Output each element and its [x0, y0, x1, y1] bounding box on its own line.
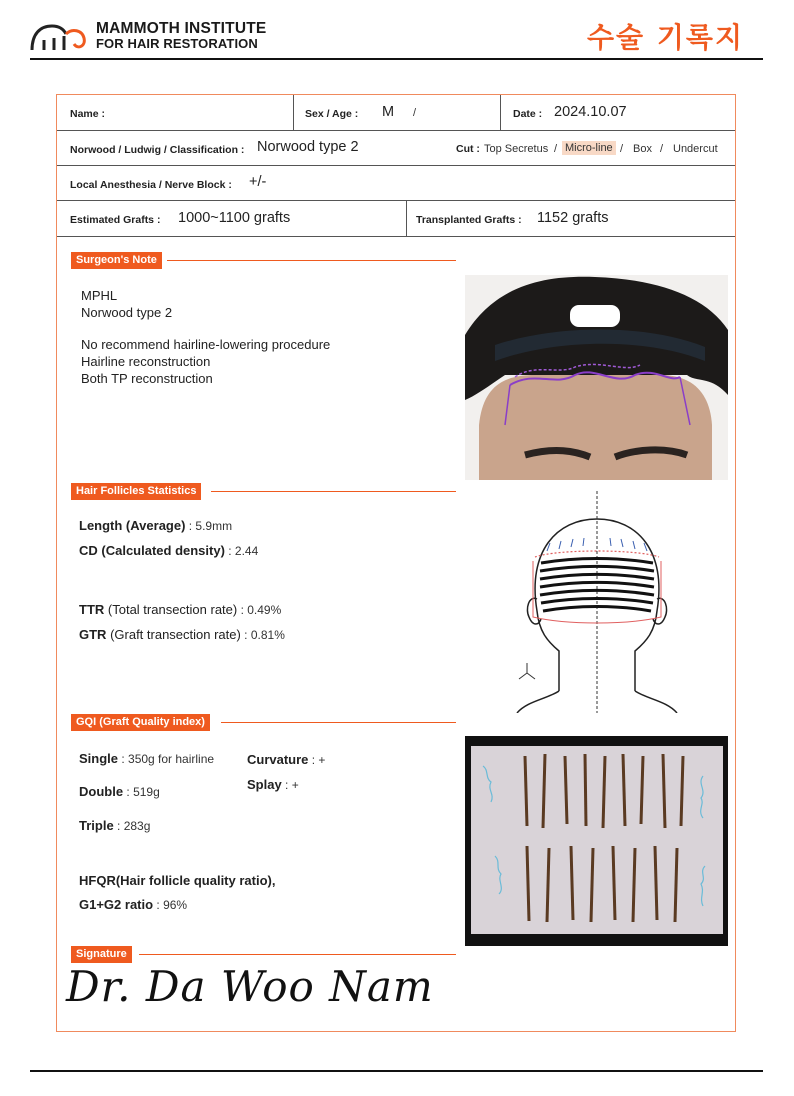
stat-label: Splay — [247, 777, 282, 792]
section-rule — [167, 260, 456, 261]
section-title: Signature — [71, 946, 132, 963]
section-title: Surgeon's Note — [71, 252, 162, 269]
cut-label: Cut : — [456, 143, 480, 155]
hfqr-title: HFQR(Hair follicle quality ratio), — [79, 873, 276, 888]
cut-separator: / — [620, 143, 624, 155]
estimated-grafts-value: 1000~1100 grafts — [178, 210, 291, 226]
stat-label: Single — [79, 751, 119, 766]
transplanted-grafts-label: Transplanted Grafts : — [416, 214, 522, 226]
section-rule — [139, 954, 456, 955]
header-divider — [30, 58, 763, 60]
cut-option-top-secretus: Top Secretus — [484, 143, 549, 155]
stat-label: CD (Calculated density) — [79, 543, 225, 558]
stat-label: TTR — [79, 602, 105, 617]
stat-label: Triple — [79, 818, 114, 833]
stat-label: Curvature — [247, 752, 309, 767]
stat-value: : + — [308, 753, 326, 767]
row-classification — [57, 131, 735, 166]
section-rule — [221, 722, 456, 723]
hair-stats-header — [71, 483, 456, 499]
stat-desc: (Graft transection rate) — [106, 627, 241, 642]
stat-ttr — [79, 602, 281, 617]
gqi-header — [71, 714, 456, 730]
date-value: 2024.10.07 — [554, 104, 627, 120]
section-title: GQI (Graft Quality index) — [71, 714, 210, 731]
transplanted-grafts-value: 1152 grafts — [537, 210, 609, 226]
stat-cd — [79, 543, 258, 558]
stat-length — [79, 518, 232, 533]
sex-age-label: Sex / Age : — [305, 108, 359, 120]
gqi-g1g2-ratio — [79, 897, 187, 912]
note-line: Both TP reconstruction — [81, 371, 213, 386]
footer-divider — [30, 1070, 763, 1072]
cut-separator: / — [554, 143, 558, 155]
institute-name: MAMMOTH INSTITUTE — [96, 20, 267, 37]
note-line: No recommend hairline-lowering procedure — [81, 337, 331, 352]
anesthesia-value: +/- — [249, 174, 267, 190]
stat-value: : 2.44 — [224, 544, 259, 558]
gqi-triple — [79, 818, 150, 833]
cut-option-micro-line-selected: Micro-line — [562, 141, 616, 155]
estimated-grafts-label: Estimated Grafts : — [70, 214, 161, 226]
row-patient-info — [57, 95, 735, 131]
mammoth-logo-icon — [30, 22, 90, 52]
donor-area-head-diagram — [507, 491, 687, 713]
institute-subtitle: FOR HAIR RESTORATION — [96, 36, 258, 51]
classification-value: Norwood type 2 — [257, 139, 359, 155]
cut-separator: / — [660, 143, 664, 155]
surgeons-note-text — [81, 287, 330, 387]
note-line: Hairline reconstruction — [81, 354, 211, 369]
cut-option-undercut: Undercut — [673, 143, 718, 155]
section-rule — [211, 491, 456, 492]
gqi-curvature — [247, 752, 325, 767]
anesthesia-label: Local Anesthesia / Nerve Block : — [70, 179, 232, 191]
classification-label: Norwood / Ludwig / Classification : — [70, 144, 245, 156]
surgeon-signature: Dr. Da Woo Nam — [66, 962, 434, 1011]
record-form — [56, 94, 736, 1032]
note-spacer — [81, 321, 330, 336]
cut-option-box: Box — [633, 143, 652, 155]
row-anesthesia — [57, 166, 735, 201]
stat-value: : 0.49% — [237, 603, 282, 617]
document-title: 수술 기록지 — [587, 21, 744, 54]
gqi-double — [79, 784, 160, 799]
row-grafts — [57, 201, 735, 237]
divider — [500, 95, 501, 130]
gqi-splay — [247, 777, 299, 792]
gqi-single — [79, 751, 214, 766]
divider — [293, 95, 294, 130]
stat-value: : 519g — [123, 785, 160, 799]
stat-label: GTR — [79, 627, 107, 642]
stat-desc: (Total transection rate) — [104, 602, 238, 617]
note-line: MPHL — [81, 288, 118, 303]
stat-value: : 350g for hairline — [118, 752, 215, 766]
patient-hairline-photo — [465, 275, 728, 480]
stat-value: : 5.9mm — [185, 519, 233, 533]
graft-microscope-photo — [465, 736, 728, 946]
note-line: Norwood type 2 — [81, 305, 173, 320]
stat-value: : 96% — [153, 898, 188, 912]
stat-value: : 283g — [113, 819, 151, 833]
signature-header — [71, 946, 456, 962]
age-separator: / — [413, 107, 417, 119]
stat-label: Double — [79, 784, 124, 799]
surgeons-note-header — [71, 252, 456, 268]
stat-value: : 0.81% — [240, 628, 285, 642]
divider — [406, 201, 407, 236]
stat-value: : + — [281, 778, 299, 792]
section-title: Hair Follicles Statistics — [71, 483, 201, 500]
date-label: Date : — [513, 108, 543, 120]
stat-label: G1+G2 ratio — [79, 897, 154, 912]
stat-gtr — [79, 627, 285, 642]
name-label: Name : — [70, 108, 106, 120]
gqi-hfqr — [79, 873, 275, 888]
stat-label: Length (Average) — [79, 518, 186, 533]
sex-value: M — [382, 104, 395, 120]
